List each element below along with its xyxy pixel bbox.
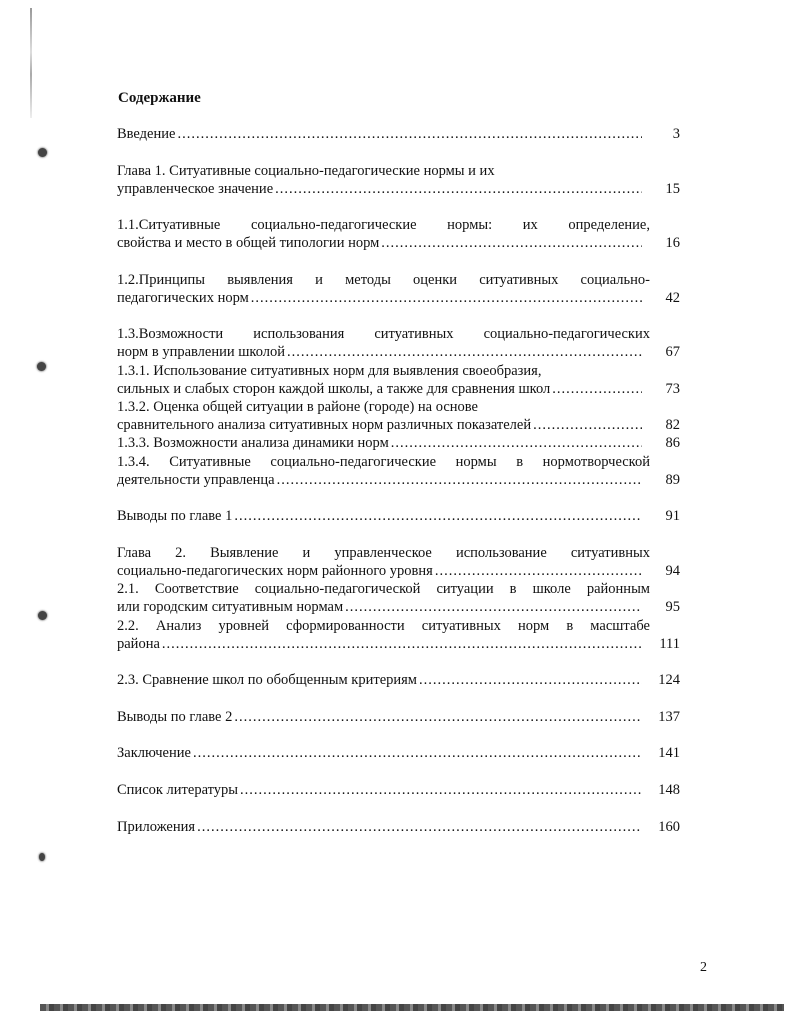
toc-page-number: 3 (672, 126, 680, 142)
toc-entry-1-1-line-1[interactable]: 1.1.Ситуативные социально-педагогические нормы: их определение, (117, 217, 650, 233)
toc-entry-chapter-1-line-1[interactable]: Глава 1. Ситуативные социально-педагогические нормы и их (117, 163, 495, 179)
toc-entry-2-1[interactable]: или городским ситуативным нормам ..... 95 (117, 598, 680, 616)
toc-entry-conclusions-2[interactable]: Выводы по главе 2 ..... 137 (117, 708, 680, 726)
toc-page-number: 89 (665, 472, 680, 488)
toc-entry-appendix[interactable]: Приложения ..... 160 (117, 818, 680, 836)
toc-entry-1-3-line-1[interactable]: 1.3.Возможности использования ситуативных социально-педагогических (117, 326, 650, 342)
binder-hole-mark (38, 611, 47, 620)
toc-page-number: 94 (665, 563, 680, 579)
toc-entry-1-3-1[interactable]: сильных и слабых сторон каждой школы, а также для сравнения школ ..... 73 (117, 380, 680, 398)
toc-entry-2-2[interactable]: района ..... 111 (117, 635, 680, 653)
toc-page-number: 124 (658, 672, 680, 688)
toc-entry-1-3-4-line-1[interactable]: 1.3.4. Ситуативные социально-педагогические нормы в нормотворческой (117, 454, 650, 470)
toc-entry-1-2[interactable]: педагогических норм ..... 42 (117, 289, 680, 307)
scan-bottom-edge (40, 1004, 784, 1011)
toc-page-number: 16 (665, 235, 680, 251)
toc-entry-1-3-1-line-1[interactable]: 1.3.1. Использование ситуативных норм для выявления своеобразия, (117, 363, 542, 379)
toc-entry-conclusions-1[interactable]: Выводы по главе 1 ..... 91 (117, 507, 680, 525)
toc-entry-2-1-line-1[interactable]: 2.1. Соответствие социально-педагогической ситуации в школе районным (117, 581, 650, 597)
toc-entry-2-3[interactable]: 2.3. Сравнение школ по обобщенным критериям ..... 124 (117, 671, 680, 689)
toc-page-number: 86 (665, 435, 680, 451)
binder-hole-mark (39, 853, 45, 861)
toc-page-number: 73 (665, 381, 680, 397)
binder-hole-mark (38, 148, 47, 157)
toc-entry-1-1[interactable]: свойства и место в общей типологии норм ..... 16 (117, 234, 680, 252)
toc-page-number: 91 (665, 508, 680, 524)
toc-entry-chapter-2[interactable]: социально-педагогических норм районного уровня ..... 94 (117, 562, 680, 580)
page-title: Содержание (118, 90, 201, 106)
toc-page-number: 111 (659, 636, 680, 652)
toc-entry-1-3-3[interactable]: 1.3.3. Возможности анализа динамики норм ..... 86 (117, 434, 680, 452)
toc-entry-1-3-4[interactable]: деятельности управленца ..... 89 (117, 471, 680, 489)
toc-page-number: 148 (658, 782, 680, 798)
scan-edge-artifact (30, 8, 32, 118)
toc-page-number: 141 (658, 745, 680, 761)
toc-page-number: 95 (665, 599, 680, 615)
toc-page-number: 42 (665, 290, 680, 306)
toc-page-number: 15 (665, 181, 680, 197)
toc-entry-chapter-2-line-1[interactable]: Глава 2. Выявление и управленческое использование ситуативных (117, 545, 650, 561)
binder-hole-mark (37, 362, 46, 371)
toc-entry-intro[interactable]: Введение ..... 3 (117, 125, 680, 143)
toc-page-number: 137 (658, 709, 680, 725)
toc-entry-2-2-line-1[interactable]: 2.2. Анализ уровней сформированности ситуативных норм в масштабе (117, 618, 650, 634)
toc-entry-chapter-1[interactable]: управленческое значение ..... 15 (117, 180, 680, 198)
toc-entry-bibliography[interactable]: Список литературы ..... 148 (117, 781, 680, 799)
toc-entry-1-3-2-line-1[interactable]: 1.3.2. Оценка общей ситуации в районе (городе) на основе (117, 399, 478, 415)
toc-page-number: 67 (665, 344, 680, 360)
toc-entry-1-2-line-1[interactable]: 1.2.Принципы выявления и методы оценки ситуативных социально- (117, 272, 650, 288)
page-number: 2 (700, 960, 707, 975)
toc-page-number: 160 (658, 819, 680, 835)
toc-entry-conclusion[interactable]: Заключение ..... 141 (117, 744, 680, 762)
toc-page-number: 82 (665, 417, 680, 433)
toc-entry-1-3[interactable]: норм в управлении школой ..... 67 (117, 343, 680, 361)
toc-entry-1-3-2[interactable]: сравнительного анализа ситуативных норм различных показателей ..... 82 (117, 416, 680, 434)
